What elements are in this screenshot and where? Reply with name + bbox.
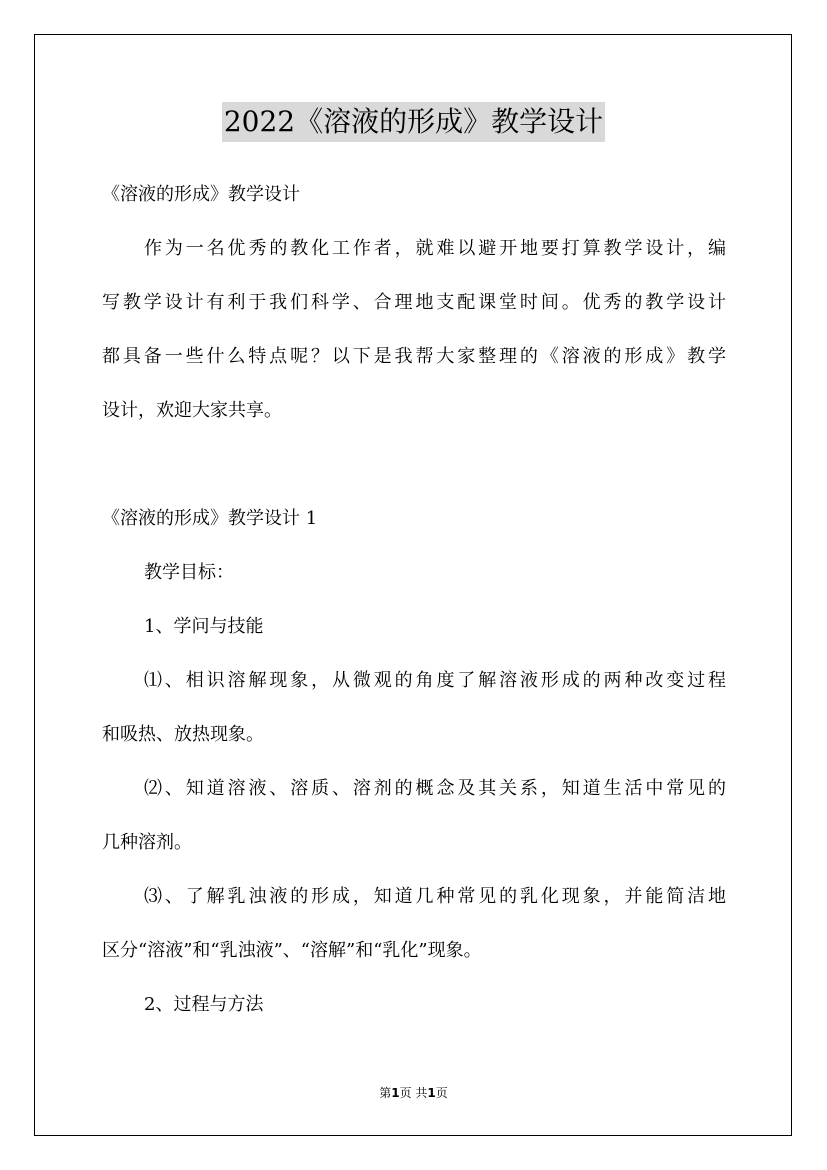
footer-page-mid: 页 共 [399, 1086, 428, 1100]
page-footer [0, 1084, 827, 1101]
goals-label: 教学目标： [144, 562, 234, 583]
paragraph-2-line-2: 几种溶剂。 [102, 832, 192, 853]
intro-line-2: 写教学设计有利于我们科学、合理地支配课堂时间。优秀的教学设计 [102, 292, 726, 313]
footer-page-prefix: 第 [379, 1086, 392, 1100]
section-title: 《溶液的形成》教学设计 1 [102, 508, 318, 529]
paragraph-1-line-1: ⑴、相识溶解现象，从微观的角度了解溶液形成的两种改变过程 [144, 670, 726, 691]
title-container [0, 102, 827, 142]
item-1-heading: 1、学问与技能 [144, 616, 264, 637]
footer-page-total: 1 [427, 1086, 436, 1100]
paragraph-2-line-1: ⑵、知道溶液、溶质、溶剂的概念及其关系，知道生活中常见的 [144, 778, 726, 799]
subtitle: 《溶液的形成》教学设计 [102, 184, 300, 205]
paragraph-3-line-2: 区分“溶液”和“乳浊液”、“溶解”和“乳化”现象。 [102, 940, 482, 961]
intro-line-3: 都具备一些什么特点呢？以下是我帮大家整理的《溶液的形成》教学 [102, 346, 726, 367]
document-title: 2022《溶液的形成》教学设计 [222, 102, 605, 142]
paragraph-3-line-1: ⑶、了解乳浊液的形成，知道几种常见的乳化现象，并能简洁地 [144, 886, 726, 907]
item-2-heading: 2、过程与方法 [144, 994, 264, 1015]
paragraph-1-line-2: 和吸热、放热现象。 [102, 724, 264, 745]
intro-line-4: 设计，欢迎大家共享。 [102, 400, 282, 421]
intro-line-1: 作为一名优秀的教化工作者，就难以避开地要打算教学设计，编 [144, 238, 726, 259]
footer-page-suffix: 页 [435, 1086, 448, 1100]
footer-page-number: 1 [391, 1086, 400, 1100]
